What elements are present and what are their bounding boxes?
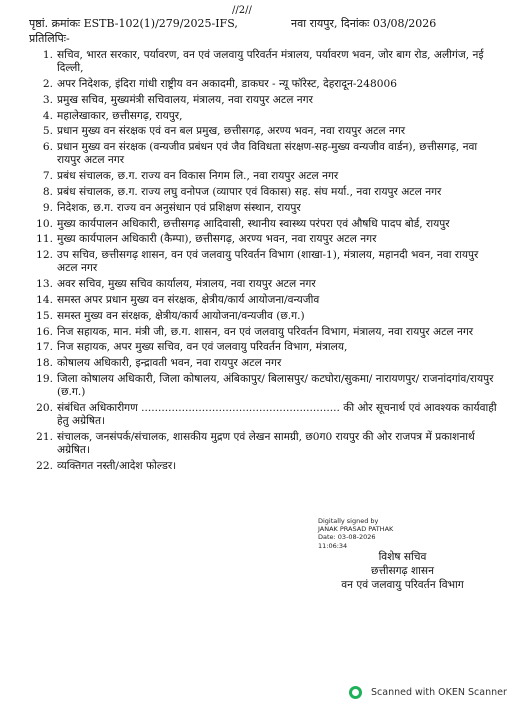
page-number: //2// bbox=[232, 5, 252, 16]
scanner-logo-icon bbox=[349, 686, 362, 699]
list-item-number: 2. bbox=[42, 78, 53, 90]
list-item-text: प्रबंध संचालक, छ.ग. राज्य लघु वनोपज (व्यापार एवं विकास) सह. संघ मर्या., नवा रायपुर अटल नगर bbox=[57, 185, 442, 198]
list-item-number: 22. bbox=[36, 459, 53, 472]
list-item bbox=[29, 310, 501, 323]
list-item-text: अपर निदेशक, इंदिरा गांधी राष्ट्रीय वन अकादमी, डाकघर - न्यू फॉरेस्ट, देहरादून-248006 bbox=[57, 78, 397, 90]
list-item-text: निज सहायक, अपर मुख्य सचिव, वन एवं जलवायु परिवर्तन विभाग, मंत्रालय, bbox=[57, 341, 348, 354]
list-item bbox=[29, 78, 501, 91]
signatory-government: छत्तीसगढ़ शासन bbox=[371, 565, 434, 577]
list-item bbox=[29, 326, 501, 339]
signatory-block bbox=[300, 550, 505, 592]
signature-signer: JANAK PRASAD PATHAK bbox=[318, 525, 394, 534]
list-item-text: जिला कोषालय अधिकारी, जिला कोषालय, अंबिकापुर/ बिलासपुर/ कटघोरा/सुकमा/ नारायणपुर/ राजनांदगांव/रायपुर (छ.ग.) bbox=[57, 372, 494, 399]
list-item-number: 3. bbox=[42, 93, 53, 106]
list-item bbox=[29, 186, 501, 199]
list-item bbox=[29, 373, 501, 399]
list-item-number: 21. bbox=[36, 430, 53, 443]
list-item bbox=[29, 49, 501, 75]
list-item-text: संचालक, जनसंपर्क/संचालक, शासकीय मुद्रण एवं लेखन सामग्री, छ0ग0 रायपुर की ओर राजपत्र में प्रकाशनार्थ अग्रेषित। bbox=[57, 430, 475, 457]
letter-reference: पृष्ठां. क्रमांकः ESTB-102(1)/279/2025-IFS, bbox=[29, 17, 238, 30]
list-item-text: समस्त मुख्य वन संरक्षक, क्षेत्रीय/कार्य आयोजना/वन्यजीव (छ.ग.) bbox=[57, 309, 305, 322]
place-date: नवा रायपुर, दिनांकः 03/08/2026 bbox=[291, 17, 437, 30]
list-item-number: 12. bbox=[36, 249, 53, 262]
signature-line: Digitally signed by bbox=[318, 517, 379, 525]
list-item-number: 14. bbox=[36, 293, 53, 306]
list-item-text: संबंधित अधिकारीगण ........................................................... की ओर सूचनार्थ एवं आवश्यक कार्यवाही हेतु अग्रेषित। bbox=[57, 401, 497, 428]
list-item-number: 15. bbox=[36, 309, 53, 322]
list-item-number: 4. bbox=[42, 109, 53, 122]
list-item bbox=[29, 431, 501, 457]
list-item-number: 5. bbox=[42, 125, 53, 138]
list-item bbox=[29, 94, 501, 107]
distribution-list bbox=[29, 49, 501, 476]
list-item bbox=[29, 125, 501, 138]
list-item-text: महालेखाकार, छत्तीसगढ़, रायपुर, bbox=[57, 109, 183, 122]
list-item bbox=[29, 402, 501, 428]
list-item-text: कोषालय अधिकारी, इन्द्रावती भवन, नवा रायपुर अटल नगर bbox=[57, 357, 282, 370]
list-item bbox=[29, 170, 501, 183]
list-item-number: 17. bbox=[36, 341, 53, 354]
list-item-text: मुख्य कार्यपालन अधिकारी (कैम्पा), छत्तीसगढ़, अरण्य भवन, नवा रायपुर अटल नगर bbox=[57, 233, 377, 246]
list-item-number: 10. bbox=[36, 217, 53, 230]
list-item-text: व्यक्तिगत नस्ती/आदेश फोल्डर। bbox=[57, 459, 177, 472]
list-item bbox=[29, 249, 501, 275]
list-item bbox=[29, 110, 501, 123]
list-item-text: प्रबंध संचालक, छ.ग. राज्य वन विकास निगम लि., नवा रायपुर अटल नगर bbox=[57, 170, 339, 183]
list-item-text: निज सहायक, मान. मंत्री जी, छ.ग. शासन, वन एवं जलवायु परिवर्तन विभाग, मंत्रालय, नवा रायपुर अटल नगर bbox=[57, 325, 474, 338]
signatory-designation: विशेष सचिव bbox=[378, 551, 427, 563]
digital-signature-stamp bbox=[318, 517, 393, 550]
list-item-text: प्रधान मुख्य वन संरक्षक एवं वन बल प्रमुख, छत्तीसगढ़, अरण्य भवन, नवा रायपुर अटल नगर bbox=[57, 125, 406, 138]
copy-to-label: प्रतिलिपिः- bbox=[29, 32, 70, 45]
scanner-watermark bbox=[349, 686, 507, 699]
signature-time: 11:06:34 bbox=[318, 541, 348, 550]
list-item-text: समस्त अपर प्रधान मुख्य वन संरक्षक, क्षेत्रीय/कार्य आयोजना/वन्यजीव bbox=[57, 293, 320, 306]
list-item-number: 20. bbox=[36, 401, 53, 414]
list-item-text: प्रमुख सचिव, मुख्यमंत्री सचिवालय, मंत्रालय, नवा रायपुर अटल नगर bbox=[57, 93, 313, 106]
list-item-number: 13. bbox=[36, 278, 53, 291]
signature-date: Date: 03-08-2026 bbox=[318, 533, 376, 542]
list-item-number: 18. bbox=[36, 357, 53, 370]
list-item bbox=[29, 202, 501, 215]
list-item bbox=[29, 357, 501, 370]
list-item-text: प्रधान मुख्य वन संरक्षक (वन्यजीव प्रबंधन एवं जैव विविधता संरक्षण-सह-मुख्य वन्यजीव वार्डन), छत्तीसगढ़, नवा रायपुर अटल नगर bbox=[57, 141, 478, 167]
list-item-number: 11. bbox=[36, 233, 53, 246]
list-item bbox=[29, 141, 501, 167]
list-item bbox=[29, 294, 501, 307]
list-item-text: निदेशक, छ.ग. राज्य वन अनुसंधान एवं प्रशिक्षण संस्थान, रायपुर bbox=[57, 201, 301, 214]
list-item-number: 9. bbox=[42, 201, 53, 214]
list-item bbox=[29, 278, 501, 291]
list-item-number: 8. bbox=[42, 185, 53, 198]
list-item-number: 1. bbox=[42, 49, 53, 61]
list-item-number: 6. bbox=[42, 141, 53, 154]
list-item-number: 16. bbox=[36, 325, 53, 338]
list-item-number: 7. bbox=[42, 170, 53, 183]
list-item bbox=[29, 341, 501, 354]
list-item-text: अवर सचिव, मुख्य सचिव कार्यालय, मंत्रालय, नवा रायपुर अटल नगर bbox=[57, 278, 316, 291]
signatory-department: वन एवं जलवायु परिवर्तन विभाग bbox=[341, 579, 464, 591]
list-item-text: मुख्य कार्यपालन अधिकारी, छत्तीसगढ़ आदिवासी, स्थानीय स्वास्थ्य परंपरा एवं औषधि पादप बोर्ड, रायपुर bbox=[57, 217, 450, 230]
list-item-number: 19. bbox=[36, 372, 53, 385]
scanner-text: Scanned with OKEN Scanner bbox=[371, 687, 507, 698]
list-item-text: उप सचिव, छत्तीसगढ़ शासन, वन एवं जलवायु परिवर्तन विभाग (शाखा-1), मंत्रालय, महानदी भवन, नवा रायपुर अटल नगर bbox=[57, 249, 479, 275]
list-item bbox=[29, 218, 501, 231]
list-item-text: सचिव, भारत सरकार, पर्यावरण, वन एवं जलवायु परिवर्तन मंत्रालय, पर्यावरण भवन, जोर बाग रोड, अलीगंज, नई दिल्ली, bbox=[57, 49, 484, 75]
list-item bbox=[29, 233, 501, 246]
list-item bbox=[29, 460, 501, 473]
